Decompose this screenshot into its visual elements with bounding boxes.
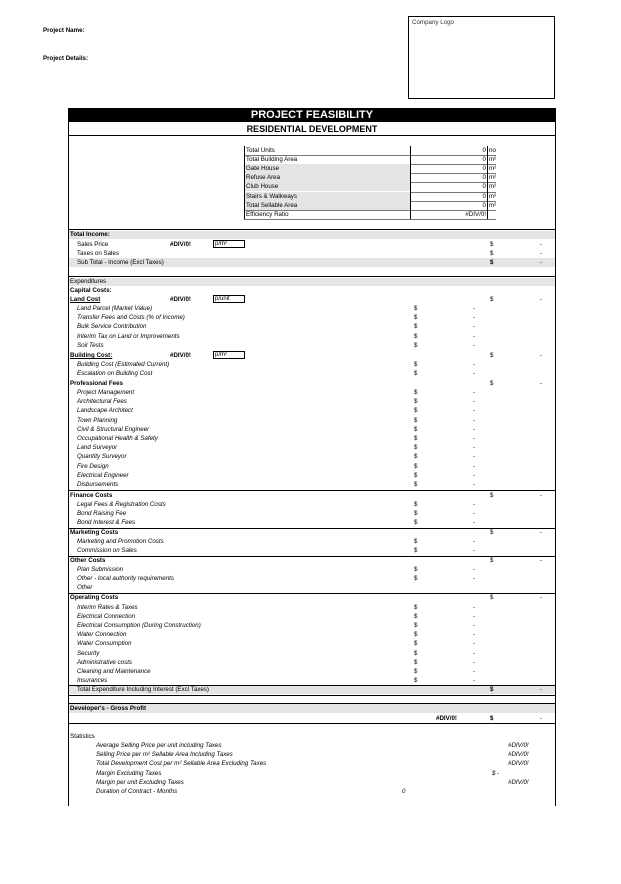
other-costs-amount: - <box>540 557 543 564</box>
sheet-title: PROJECT FEASIBILITY <box>68 108 556 122</box>
statistic-value: #DIV/0! <box>508 760 529 768</box>
statistic-label: Average Selling Price per unit including Taxes <box>96 742 222 749</box>
statistic-value: #DIV/0! <box>508 742 529 749</box>
land-cost-amount: - <box>540 296 543 303</box>
line-item-label: Bond Interest & Fees <box>77 519 136 527</box>
line-item-currency: $ <box>414 471 418 479</box>
line-item-label: Town Planning <box>77 416 118 424</box>
line-item-amount: - <box>473 323 476 331</box>
marketing-costs-amount: - <box>540 529 543 536</box>
line-item-label: Security <box>77 649 100 657</box>
line-item-currency: $ <box>414 341 418 349</box>
line-item-currency: $ <box>414 435 418 442</box>
line-item-amount: - <box>473 462 476 470</box>
line-item-amount: - <box>473 314 476 322</box>
line-item-label: Interim Rates & Taxes <box>77 604 138 611</box>
taxes-amount: - <box>540 250 543 257</box>
line-item-amount: - <box>473 370 476 378</box>
gross-profit-heading: Developer's - Gross Profit <box>70 705 147 712</box>
building-cost-value: #DIV/0! <box>170 352 191 359</box>
other-costs-heading: Other Costs <box>70 557 106 564</box>
statistic-label: Margin per unit Excluding Taxes <box>96 778 184 786</box>
line-item-label: Bulk Service Contribution <box>77 323 147 331</box>
gross-profit-value: #DIV/0! <box>436 715 457 722</box>
line-item-amount: - <box>473 471 476 479</box>
marketing-costs-currency: $ <box>490 529 494 536</box>
line-item-label: Electrical Consumption (During Construction) <box>77 622 201 630</box>
sales-price-label: Sales Price <box>77 241 109 248</box>
line-item-label: Water Consumption <box>77 640 132 648</box>
line-item-amount: - <box>473 361 476 368</box>
company-logo-label: Company Logo <box>412 19 454 26</box>
line-item-currency: $ <box>414 519 418 527</box>
line-item-amount: - <box>473 622 476 630</box>
sheet-subtitle: RESIDENTIAL DEVELOPMENT <box>68 123 556 136</box>
income-heading: Total Income: <box>70 231 110 238</box>
divider <box>68 276 556 277</box>
line-item-amount: - <box>473 667 476 675</box>
summary-value: #DIV/0! <box>465 210 486 218</box>
line-item-currency: $ <box>414 370 418 378</box>
line-item-amount: - <box>473 435 476 442</box>
line-item-amount: - <box>473 538 476 545</box>
line-item-label: Bond Raising Fee <box>77 510 127 518</box>
line-item-currency: $ <box>414 332 418 340</box>
line-item-label: Land Surveyor <box>77 444 118 452</box>
statistics-heading: Statistics <box>70 733 95 740</box>
line-item-currency: $ <box>414 425 418 433</box>
line-item-currency: $ <box>414 453 418 461</box>
total-expenditure-amount: - <box>540 686 543 693</box>
line-item-amount: - <box>473 547 476 555</box>
line-item-amount: - <box>473 510 476 518</box>
line-item-amount: - <box>473 631 476 639</box>
sales-price-value: #DIV/0! <box>170 241 191 248</box>
divider <box>68 695 556 696</box>
line-item-currency: $ <box>414 613 418 621</box>
income-subtotal-label: Sub Total - Income (Excl Taxes) <box>77 259 164 266</box>
income-subtotal-currency: $ <box>490 259 494 266</box>
summary-border-mid <box>410 146 411 219</box>
line-item-amount: - <box>473 332 476 340</box>
line-item-currency: $ <box>414 305 418 312</box>
line-item-label: Fire Design <box>77 462 109 470</box>
line-item-amount: - <box>473 676 476 684</box>
line-item-currency: $ <box>414 575 418 583</box>
divider <box>68 723 556 724</box>
line-item-label: Commission on Sales <box>77 547 137 555</box>
summary-row-line <box>244 219 496 220</box>
line-item-currency: $ <box>414 566 418 573</box>
line-item-amount: - <box>473 389 476 396</box>
line-item-amount: - <box>473 640 476 648</box>
statistic-label: Selling Price per m² Sellable Area Including Taxes <box>96 751 233 759</box>
line-item-amount: - <box>473 658 476 666</box>
income-subtotal-amount: - <box>540 259 543 266</box>
line-item-amount: - <box>473 649 476 657</box>
line-item-label: Other <box>77 584 93 592</box>
line-item-label: Architectural Fees <box>77 398 127 406</box>
line-item-currency: $ <box>414 416 418 424</box>
line-item-amount: - <box>473 575 476 583</box>
line-item-currency: $ <box>414 398 418 406</box>
income-heading-bg <box>69 231 555 239</box>
summary-label: Total Sellable Area <box>246 201 298 209</box>
line-item-label: Marketing and Promotion Costs <box>77 538 164 545</box>
building-cost-amount: - <box>540 352 543 359</box>
project-name-label: Project Name: <box>43 27 85 34</box>
line-item-amount: - <box>473 444 476 452</box>
operating-costs-currency: $ <box>490 594 494 601</box>
gross-profit-currency: $ <box>490 715 494 722</box>
statistic-value: #DIV/0! <box>508 751 529 759</box>
summary-unit: m² <box>489 192 497 200</box>
line-item-label: Plan Submission <box>77 566 124 573</box>
line-item-currency: $ <box>414 640 418 648</box>
statistic-label: Total Development Cost per m² Sellable Area Excluding Taxes <box>96 760 267 768</box>
land-cost-currency: $ <box>490 296 494 303</box>
line-item-amount: - <box>473 425 476 433</box>
professional-fees-currency: $ <box>490 380 494 387</box>
line-item-label: Landscape Architect <box>77 407 133 415</box>
line-item-currency: $ <box>414 622 418 630</box>
sales-price-unit-input[interactable]: p/m² <box>213 240 245 248</box>
line-item-label: Administrative costs <box>77 658 133 666</box>
line-item-currency: $ <box>414 462 418 470</box>
sales-price-amount: - <box>540 241 543 248</box>
line-item-amount: - <box>473 398 476 406</box>
line-item-currency: $ <box>414 481 418 488</box>
line-item-currency: $ <box>414 658 418 666</box>
line-item-label: Electrical Engineer <box>77 471 129 479</box>
project-details-label: Project Details: <box>43 55 89 62</box>
line-item-amount: - <box>473 416 476 424</box>
taxes-label: Taxes on Sales <box>77 250 119 257</box>
line-item-amount: - <box>473 604 476 611</box>
summary-label: Refuse Area <box>246 174 281 182</box>
divider <box>68 229 556 230</box>
expenditures-heading-bg <box>69 278 555 286</box>
line-item-currency: $ <box>414 389 418 396</box>
line-item-currency: $ <box>414 538 418 545</box>
building-cost-heading: Building Cost: <box>70 352 113 359</box>
line-item-currency: $ <box>414 361 418 368</box>
summary-value: 0 <box>482 147 486 154</box>
expenditures-heading: Expenditures <box>70 278 107 285</box>
divider <box>68 528 556 529</box>
line-item-label: Other - local authority requirements <box>77 575 174 583</box>
summary-label: Efficiency Ratio <box>246 210 289 218</box>
capital-costs-heading: Capital Costs: <box>70 287 112 294</box>
line-item-label: Disbursements <box>77 481 119 488</box>
line-item-currency: $ <box>414 631 418 639</box>
company-logo-box[interactable] <box>408 16 555 99</box>
summary-value: 0 <box>482 183 486 191</box>
line-item-label: Occupational Health & Safety <box>77 435 158 442</box>
line-item-currency: $ <box>414 501 418 508</box>
line-item-amount: - <box>473 453 476 461</box>
building-cost-currency: $ <box>490 352 494 359</box>
operating-costs-heading: Operating Costs <box>70 594 119 601</box>
line-item-currency: $ <box>414 444 418 452</box>
summary-unit: m² <box>489 201 497 209</box>
statistic-label: Margin Excluding Taxes <box>96 769 162 777</box>
building-cost-unit-input[interactable]: p/m² <box>213 351 245 359</box>
line-item-label: Cleaning and Maintenance <box>77 667 151 675</box>
land-cost-value: #DIV/0! <box>170 296 191 303</box>
line-item-label: Electrical Connection <box>77 613 136 621</box>
finance-costs-amount: - <box>540 492 543 499</box>
statistic-value: #DIV/0! <box>508 778 529 786</box>
summary-label: Stairs & Walkways <box>246 192 297 200</box>
divider <box>68 490 556 491</box>
professional-fees-heading: Professional Fees <box>70 380 123 387</box>
marketing-costs-heading: Marketing Costs <box>70 529 119 536</box>
line-item-label: Civil & Structural Engineer <box>77 425 150 433</box>
summary-label: Total Building Area <box>246 156 298 164</box>
line-item-label: Legal Fees & Registration Costs <box>77 501 166 508</box>
summary-label: Total Units <box>246 147 275 154</box>
line-item-currency: $ <box>414 314 418 322</box>
statistic-label: Duration of Contract - Months <box>96 788 178 795</box>
line-item-currency: $ <box>414 510 418 518</box>
summary-border-left <box>244 146 245 219</box>
statistic-value: $ - <box>492 769 500 777</box>
finance-costs-heading: Finance Costs <box>70 492 113 499</box>
summary-value: 0 <box>482 156 486 164</box>
line-item-amount: - <box>473 481 476 488</box>
taxes-currency: $ <box>490 250 494 257</box>
divider <box>68 593 556 594</box>
line-item-amount: - <box>473 305 476 312</box>
summary-unit: no <box>489 147 496 154</box>
line-item-amount: - <box>473 613 476 621</box>
summary-unit: m² <box>489 174 497 182</box>
line-item-currency: $ <box>414 667 418 675</box>
summary-value: 0 <box>482 174 486 182</box>
statistic-value: 0 <box>402 788 406 795</box>
line-item-amount: - <box>473 566 476 573</box>
line-item-label: Water Connection <box>77 631 127 639</box>
total-expenditure-currency: $ <box>490 686 494 693</box>
land-cost-heading: Land Cost <box>70 296 101 303</box>
land-cost-unit-input[interactable]: p/unit <box>213 295 245 303</box>
other-costs-currency: $ <box>490 557 494 564</box>
line-item-label: Building Cost (Estimated Current) <box>77 361 170 368</box>
summary-value: 0 <box>482 201 486 209</box>
line-item-currency: $ <box>414 676 418 684</box>
line-item-label: Interim Tax on Land or Improvements <box>77 332 180 340</box>
line-item-currency: $ <box>414 649 418 657</box>
summary-label: Gate House <box>246 165 280 173</box>
summary-border-right <box>487 146 488 219</box>
line-item-label: Transfer Fees and Costs (% of Income) <box>77 314 185 322</box>
operating-costs-amount: - <box>540 594 543 601</box>
line-item-currency: $ <box>414 407 418 415</box>
summary-unit: m² <box>489 156 497 164</box>
line-item-label: Insurances <box>77 676 108 684</box>
summary-label: Club House <box>246 183 279 191</box>
line-item-currency: $ <box>414 604 418 611</box>
sales-price-currency: $ <box>490 241 494 248</box>
line-item-label: Quantity Surveyor <box>77 453 127 461</box>
summary-value: 0 <box>482 165 486 173</box>
line-item-label: Project Management <box>77 389 135 396</box>
summary-unit: m² <box>489 183 497 191</box>
line-item-currency: $ <box>414 547 418 555</box>
summary-unit: m² <box>489 165 497 173</box>
line-item-amount: - <box>473 407 476 415</box>
professional-fees-amount: - <box>540 380 543 387</box>
summary-value: 0 <box>482 192 486 200</box>
line-item-currency: $ <box>414 323 418 331</box>
total-expenditure-label: Total Expenditure Including Interest (Excl Taxes) <box>77 686 209 693</box>
line-item-amount: - <box>473 519 476 527</box>
divider <box>68 556 556 557</box>
line-item-label: Land Parcel (Market Value) <box>77 305 153 312</box>
line-item-label: Soil Tests <box>77 341 104 349</box>
line-item-label: Escalation on Building Cost <box>77 370 153 378</box>
finance-costs-currency: $ <box>490 492 494 499</box>
line-item-amount: - <box>473 501 476 508</box>
line-item-amount: - <box>473 341 476 349</box>
gross-profit-amount: - <box>540 715 543 722</box>
